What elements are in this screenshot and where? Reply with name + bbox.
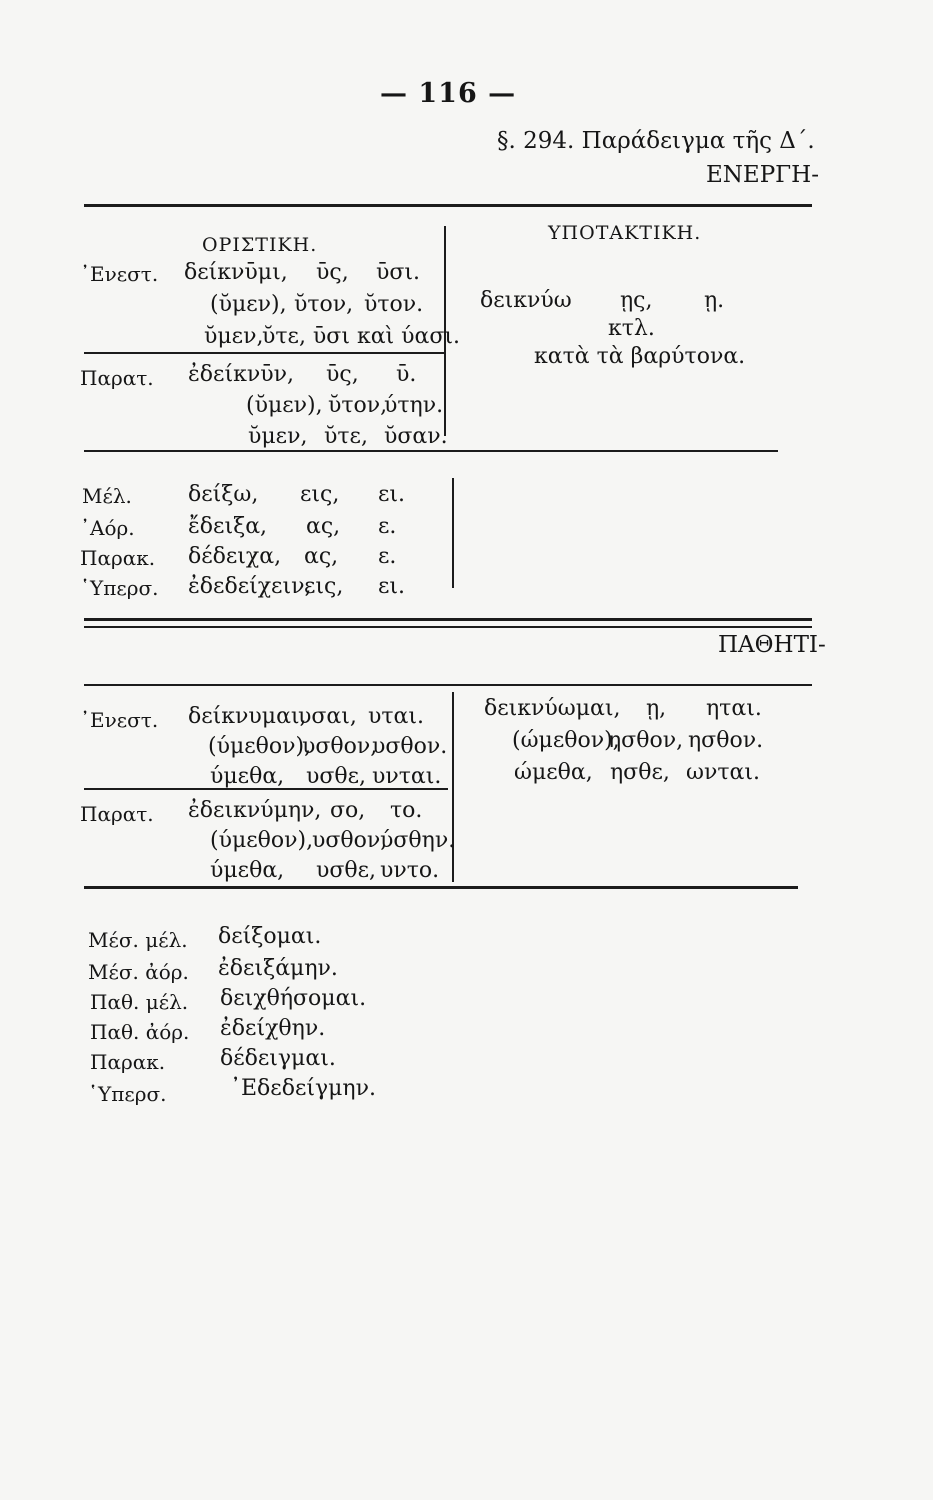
- form-cell: ας,: [304, 544, 339, 569]
- active-present-label: ᾿Ενεστ.: [80, 262, 159, 286]
- form-cell: κατὰ τὰ βαρύτονα.: [534, 344, 746, 369]
- passive-top-rule: [84, 684, 812, 686]
- form-cell: (ῠμεν),: [246, 393, 323, 418]
- tense-label: Παθ. μέλ.: [90, 990, 189, 1014]
- form-cell: ῠτε,: [324, 424, 368, 449]
- form-cell: δεικνύω: [480, 288, 572, 313]
- page-number: — 116 —: [380, 78, 517, 109]
- form-cell: δέδειχα,: [188, 544, 282, 569]
- form-cell: ει.: [378, 574, 406, 599]
- active-top-rule: [84, 204, 812, 207]
- active-voice-heading: ΕΝΕΡΓΗ-: [706, 162, 819, 188]
- form-cell: ῃ,: [646, 696, 667, 721]
- form-cell: υνται.: [372, 764, 442, 789]
- form-cell: ῠτον,: [328, 393, 388, 418]
- form-cell: δέδειγμαι.: [220, 1046, 336, 1071]
- form-cell: ε.: [378, 544, 397, 569]
- section-title: §. 294. Παράδειγμα τῆς Δ΄.: [497, 128, 815, 154]
- tense-label: Μέσ. μέλ.: [88, 928, 188, 952]
- tense-label: Παθ. ἀόρ.: [90, 1020, 190, 1044]
- form-cell: ωνται.: [686, 760, 760, 785]
- form-cell: ησθον.: [688, 728, 764, 753]
- subjunctive-heading: ΥΠΟΤΑΚΤΙΚΗ.: [548, 222, 702, 244]
- tense-label: ᾿Αόρ.: [80, 516, 135, 540]
- passive-imperfect-label: Παρατ.: [80, 802, 154, 826]
- form-cell: ῃς,: [620, 288, 653, 313]
- form-cell: σο,: [330, 798, 366, 823]
- tense-label: Μέλ.: [82, 484, 132, 508]
- form-cell: ῃ.: [704, 288, 725, 313]
- form-cell: ῡ.: [396, 362, 417, 387]
- form-cell: ώμεθα,: [514, 760, 593, 785]
- form-cell: ας,: [306, 514, 341, 539]
- passive-column-divider: [452, 692, 454, 882]
- form-cell: ε.: [378, 514, 397, 539]
- form-cell: ῠτον.: [364, 292, 424, 317]
- form-cell: ῠτον,: [294, 292, 354, 317]
- form-cell: ᾿Εδεδείγμην.: [230, 1076, 376, 1101]
- form-cell: δειχθήσομαι.: [220, 986, 367, 1011]
- form-cell: (ύμεθον),: [210, 828, 314, 853]
- tense-label: ῾Υπερσ.: [88, 1082, 167, 1106]
- form-cell: υσθον.: [372, 734, 448, 759]
- form-cell: ησθε,: [610, 760, 670, 785]
- form-cell: υσθε,: [306, 764, 367, 789]
- form-cell: ῠμεν,: [204, 324, 264, 349]
- form-cell: υσθε,: [316, 858, 377, 883]
- form-cell: ἔδειξα,: [188, 514, 268, 539]
- form-cell: ἐδεικνύμην,: [188, 798, 322, 823]
- form-cell: ἐδειξάμην.: [218, 956, 338, 981]
- form-cell: δείξω,: [188, 482, 259, 507]
- form-cell: ἐδεδείχειν,: [188, 574, 312, 599]
- form-cell: (ύμεθον),: [208, 734, 312, 759]
- form-cell: εις,: [304, 574, 344, 599]
- tense-label: ῾Υπερσ.: [80, 576, 159, 600]
- form-cell: ύμεθα,: [210, 764, 285, 789]
- form-cell: ἐδείχθην.: [220, 1016, 326, 1041]
- form-cell: ύσθην.: [380, 828, 456, 853]
- form-cell: το.: [390, 798, 423, 823]
- voice-separator-rule: [84, 618, 812, 621]
- voice-separator-rule: [84, 626, 812, 628]
- form-cell: ῠμεν,: [248, 424, 308, 449]
- form-cell: υσθον,: [302, 734, 378, 759]
- form-cell: (ώμεθον),: [512, 728, 620, 753]
- form-cell: εις,: [300, 482, 340, 507]
- active-present-rule: [84, 352, 444, 354]
- form-cell: ῡς,: [326, 362, 359, 387]
- form-cell: (ῠμεν),: [210, 292, 287, 317]
- form-cell: δείκνυμαι,: [188, 704, 307, 729]
- tense-label: Παρακ.: [90, 1050, 166, 1074]
- form-cell: ῠσαν.: [384, 424, 448, 449]
- form-cell: ἐδείκνῡν,: [188, 362, 294, 387]
- active-imperfect-label: Παρατ.: [80, 366, 154, 390]
- active-mid-rule: [84, 450, 778, 452]
- form-cell: ει.: [378, 482, 406, 507]
- tense-label: Μέσ. ἀόρ.: [88, 960, 189, 984]
- form-cell: υντο.: [380, 858, 440, 883]
- indicative-heading: ΟΡΙΣΤΙΚΗ.: [202, 234, 318, 256]
- form-cell: δεικνύωμαι,: [484, 696, 621, 721]
- form-cell: υσαι,: [298, 704, 357, 729]
- form-cell: ηται.: [706, 696, 762, 721]
- form-cell: ῡσι.: [376, 260, 421, 285]
- passive-bottom-rule: [84, 886, 798, 889]
- form-cell: δείκνῡμι,: [184, 260, 288, 285]
- form-cell: υσθον,: [312, 828, 388, 853]
- form-cell: υται.: [368, 704, 425, 729]
- form-cell: ησθον,: [608, 728, 684, 753]
- passive-present-label: ᾿Ενεστ.: [80, 708, 159, 732]
- passive-voice-heading: ΠΑΘΗΤΙ-: [718, 632, 826, 658]
- tense-label: Παρακ.: [80, 546, 156, 570]
- form-cell: ύμεθα,: [210, 858, 285, 883]
- active-other-divider: [452, 478, 454, 588]
- form-cell: ῡς,: [316, 260, 349, 285]
- form-cell: δείξομαι.: [218, 924, 322, 949]
- form-cell: κτλ.: [608, 316, 655, 341]
- form-cell: ύτην.: [384, 393, 444, 418]
- form-cell: ῠτε, ῡσι καὶ ύασι.: [262, 324, 461, 349]
